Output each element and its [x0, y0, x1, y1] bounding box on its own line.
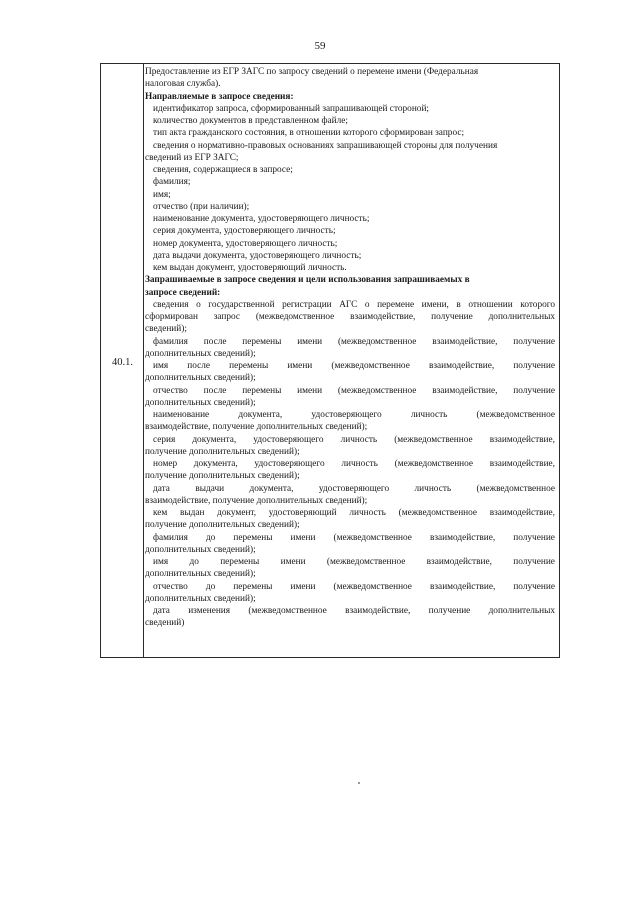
list-item-line [145, 434, 555, 446]
page-number: 59 [314, 40, 326, 52]
word: удостоверяющий [268, 508, 337, 518]
word: отношении [468, 299, 513, 310]
word: перемене [377, 299, 415, 310]
list-item: отчество (при наличии); [153, 201, 250, 212]
list-item [145, 336, 555, 361]
sent-heading: Направляемые в запросе сведения: [145, 91, 294, 102]
list-item [145, 532, 555, 557]
word: личность [410, 410, 448, 420]
word: (межведомственное [255, 312, 335, 322]
word: документа, [193, 459, 238, 469]
word: получение [513, 532, 555, 543]
word: документа, [249, 483, 294, 494]
list-item-line: дополнительных сведений); [145, 569, 256, 580]
word: взаимодействие, [432, 336, 498, 347]
word: взаимодействие, [432, 385, 498, 396]
word: получение [513, 581, 555, 592]
word: перемены [242, 385, 282, 396]
word: сформирован [145, 312, 198, 322]
list-item: сведений из ЕГР ЗАГС; [145, 152, 239, 163]
word: документ, [217, 508, 257, 518]
word: до [205, 532, 216, 543]
word: личность [414, 483, 452, 494]
requested-heading: запросе сведений: [145, 287, 221, 298]
word: фамилия [153, 336, 188, 347]
word: взаимодействие, [345, 606, 411, 616]
word: получение [513, 336, 555, 347]
requested-heading: Запрашиваемые в запросе сведения и цели использования запрашиваемых в [145, 275, 470, 286]
list-item: фамилия; [153, 177, 191, 188]
word: удостоверяющего [254, 459, 325, 469]
word: имя [153, 361, 169, 371]
word: изменения [188, 606, 231, 616]
word: перемены [233, 532, 273, 543]
scan-speck [358, 782, 360, 784]
word: имени [287, 361, 313, 371]
word: (межведомственное [333, 532, 412, 543]
word: взаимодействие, [426, 557, 492, 567]
list-item-line: сведений); [145, 324, 187, 335]
word: сведения [153, 299, 189, 310]
word: получение [513, 361, 555, 371]
word: о [196, 299, 201, 310]
list-item: сведения, содержащиеся в запросе; [153, 165, 293, 175]
list-item-line [145, 299, 555, 311]
word: серия [153, 434, 176, 445]
list-item [145, 605, 555, 630]
list-item [145, 458, 555, 483]
word: получение [513, 557, 555, 567]
word: дополнительных [488, 312, 555, 322]
word: имени [297, 385, 323, 396]
list-item-line: получение дополнительных сведений); [145, 471, 300, 482]
word: взаимодействие, [489, 434, 555, 445]
list-item-line: дополнительных сведений); [145, 348, 256, 359]
list-item [145, 360, 555, 385]
list-item-line [145, 581, 555, 593]
word: личность [349, 508, 386, 518]
document-table [100, 63, 560, 658]
word: фамилия [153, 532, 188, 543]
word: (межведомственное [394, 459, 474, 469]
row-number: 40.1. [112, 357, 133, 368]
list-item: имя; [153, 189, 171, 200]
word: получение [513, 385, 555, 396]
word: о [364, 299, 370, 310]
word: удостоверяющего [311, 410, 382, 420]
word: имени, [421, 299, 449, 310]
list-item [145, 556, 555, 581]
list-item-line: взаимодействие, получение дополнительных сведений); [145, 495, 368, 506]
word: дата [153, 483, 170, 494]
word: удостоверяющего [318, 483, 390, 494]
word: (межведомственное [333, 581, 412, 592]
word: личность [340, 434, 378, 445]
list-item: дата выдачи документа, удостоверяющего личность; [153, 250, 362, 261]
list-item-line [145, 409, 555, 421]
word: до [205, 581, 216, 592]
list-item-line [145, 360, 555, 372]
list-item: тип акта гражданского состояния, в отношении которого сформирован запрос; [153, 128, 465, 139]
word: (межведомственное [326, 557, 406, 567]
word: государственной [208, 299, 275, 310]
word: после [203, 385, 227, 396]
word: (межведомственное [331, 361, 410, 371]
list-item: номер документа, удостоверяющего личность; [153, 238, 338, 249]
row-content-cell [145, 66, 555, 630]
list-item-line [145, 385, 555, 397]
word: взаимодействие, [489, 459, 555, 469]
list-item [145, 409, 555, 434]
word: выдачи [195, 483, 225, 494]
word: удостоверяющего [253, 434, 324, 445]
word: имени [297, 336, 323, 347]
list-item [145, 299, 555, 336]
word: получение [431, 312, 473, 322]
word: взаимодействие, [489, 508, 555, 518]
row-number-cell [101, 64, 144, 657]
list-item-line: дополнительных сведений); [145, 593, 256, 604]
list-item-line: дополнительных сведений); [145, 373, 256, 384]
word: до [189, 557, 199, 567]
list-item: идентификатор запроса, сформированный запрашивающей стороной; [153, 103, 430, 114]
list-item-line [145, 507, 555, 519]
list-item [145, 507, 555, 532]
word: которого [520, 299, 555, 310]
word: наименование [153, 410, 210, 420]
list-item: сведения о нормативно-правовых основаниях запрашивающей стороны для получения [153, 140, 498, 151]
word: АГС [339, 299, 358, 310]
word: запрос [213, 312, 241, 322]
word: документа, [238, 410, 283, 420]
word: (межведомственное [394, 434, 473, 445]
list-item: кем выдан документ, удостоверяющий личность. [153, 263, 347, 273]
word: взаимодействие, [350, 312, 416, 322]
word: личность [341, 459, 378, 469]
list-item-line: получение дополнительных сведений); [145, 446, 300, 457]
word: перемены [242, 336, 282, 347]
word: документа, [192, 434, 237, 445]
list-item [145, 385, 555, 410]
list-item-line: дополнительных сведений); [145, 544, 256, 555]
word: в [456, 299, 461, 310]
intro-line: Предоставление из ЕГР ЗАГС по запросу сведений о перемене имени (Федеральная [145, 67, 479, 77]
word: имени [290, 581, 316, 592]
list-item [145, 581, 555, 606]
word: перемены [233, 581, 273, 592]
word: взаимодействие, [428, 361, 495, 371]
word: (межведомственное [476, 483, 555, 494]
list-item-line [145, 483, 555, 495]
word: дополнительных [488, 606, 555, 616]
word: номер [153, 459, 178, 469]
list-item-line [145, 556, 555, 568]
word: кем [153, 508, 168, 518]
word: регистрации [282, 299, 332, 310]
word: имени [290, 532, 316, 543]
word: взаимодействие, [429, 532, 496, 543]
word: взаимодействие, [430, 581, 496, 592]
word: перемены [220, 557, 260, 567]
list-item-line: сведений) [145, 618, 185, 629]
word: выдан [179, 508, 205, 518]
list-item-line [145, 605, 555, 617]
intro-line: налоговая служба). [145, 79, 221, 90]
list-item: наименование документа, удостоверяющего личность; [153, 214, 370, 224]
word: после [203, 336, 227, 347]
word: после [187, 361, 210, 371]
list-item-line: дополнительных сведений); [145, 397, 256, 408]
sent-items-list [145, 103, 555, 275]
list-item-line: получение дополнительных сведений); [145, 520, 300, 531]
list-item-line: взаимодействие, получение дополнительных сведений); [145, 422, 368, 433]
list-item [145, 483, 555, 508]
word: получение [428, 606, 471, 616]
word: имени [280, 557, 306, 567]
word: отчество [153, 385, 188, 396]
word: (межведомственное [337, 385, 417, 396]
list-item [145, 434, 555, 459]
list-item: серия документа, удостоверяющего личность; [153, 226, 336, 237]
word: (межведомственное [337, 336, 417, 347]
word: (межведомственное [248, 606, 327, 616]
list-item-line [145, 336, 555, 348]
word: перемены [229, 361, 269, 371]
word: отчество [153, 581, 188, 592]
requested-items-list [145, 299, 555, 630]
list-item-line [145, 532, 555, 544]
word: имя [153, 557, 169, 567]
list-item: количество документов в представленном файле; [153, 116, 348, 126]
word: (межведомственное [398, 508, 478, 518]
word: (межведомственное [476, 410, 555, 420]
word: дата [153, 606, 170, 616]
list-item-line [145, 458, 555, 470]
list-item-line [145, 311, 555, 323]
